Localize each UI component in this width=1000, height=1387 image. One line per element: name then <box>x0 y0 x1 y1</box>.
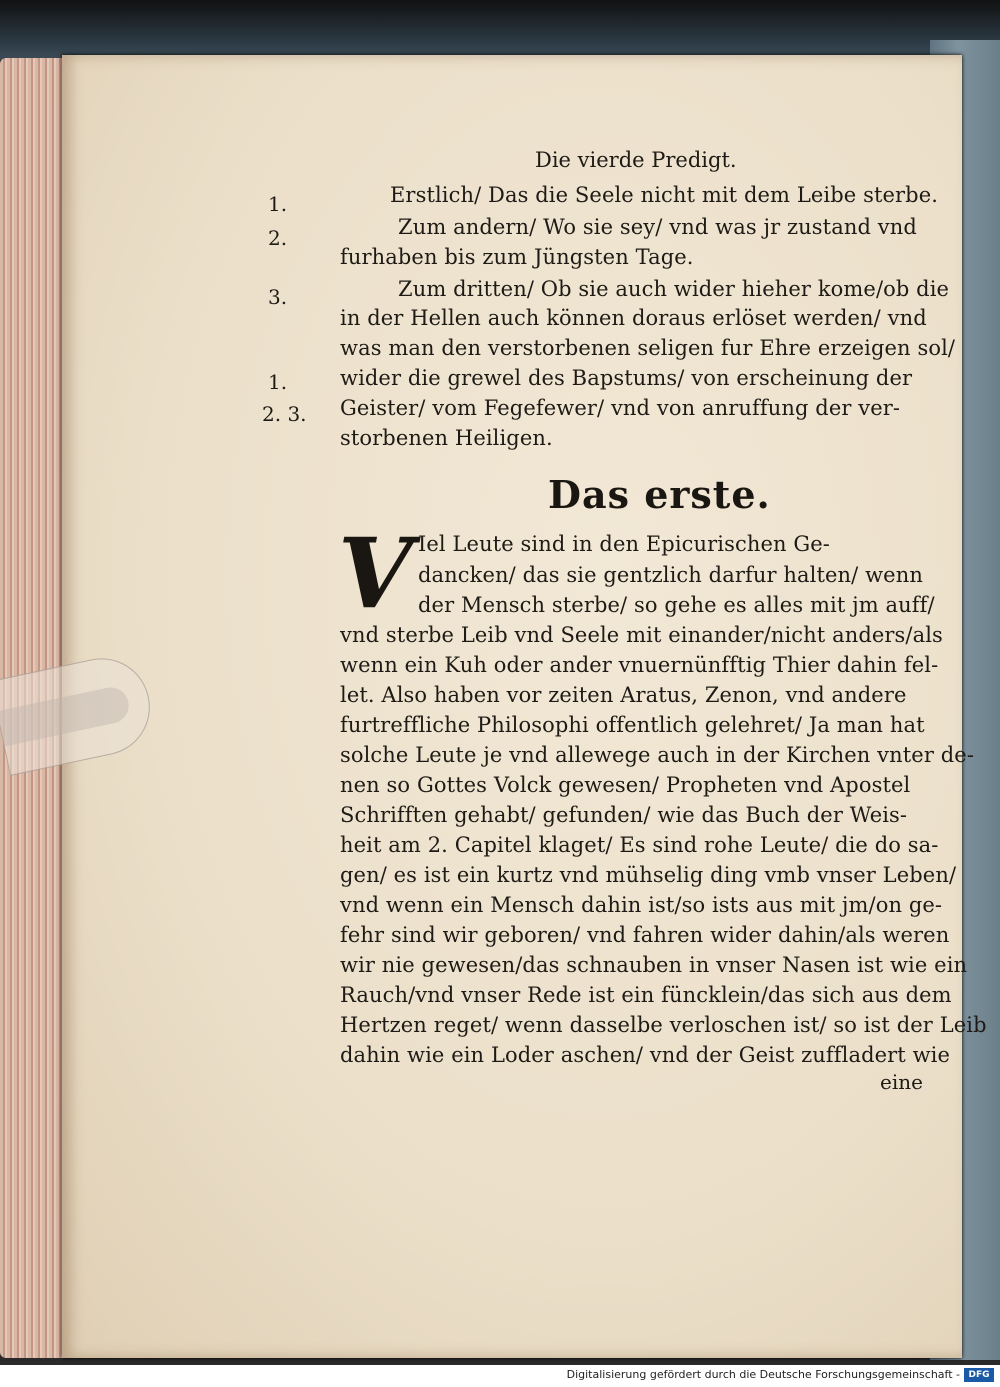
running-head: Die vierde Predigt. <box>535 148 737 172</box>
margin-number: 1. <box>268 370 288 394</box>
body-line: Iel Leute sind in den Epicurischen Ge- <box>418 532 830 556</box>
body-line: der Mensch sterbe/ so gehe es alles mit jm auff/ <box>418 593 935 617</box>
body-line: Rauch/vnd vnser Rede ist ein füncklein/das sich aus dem <box>340 983 952 1007</box>
dfg-logo: DFG <box>964 1368 994 1382</box>
body-line: gen/ es ist ein kurtz vnd mühselig ding vmb vnser Leben/ <box>340 863 957 887</box>
margin-number: 2. 3. <box>262 402 307 426</box>
body-line: let. Also haben vor zeiten Aratus, Zenon, vnd andere <box>340 683 907 707</box>
body-line: heit am 2. Capitel klaget/ Es sind rohe Leute/ die do sa- <box>340 833 939 857</box>
scan-backdrop <box>0 0 1000 60</box>
body-line: fehr sind wir geboren/ vnd fahren wider dahin/als weren <box>340 923 950 947</box>
decorated-initial: V <box>338 517 413 630</box>
intro-line: Erstlich/ Das die Seele nicht mit dem Leibe sterbe. <box>390 183 938 207</box>
body-line: solche Leute je vnd allewege auch in der Kirchen vnter de- <box>340 743 975 767</box>
intro-line: furhaben bis zum Jüngsten Tage. <box>340 245 694 269</box>
body-line: nen so Gottes Volck gewesen/ Propheten vnd Apostel <box>340 773 911 797</box>
catchword: eine <box>880 1070 923 1094</box>
body-line: dancken/ das sie gentzlich darfur halten/ wenn <box>418 563 923 587</box>
body-line: wir nie gewesen/das schnauben in vnser Nasen ist wie ein <box>340 953 968 977</box>
intro-line: wider die grewel des Bapstums/ von erscheinung der <box>340 366 913 390</box>
body-line: vnd sterbe Leib vnd Seele mit einander/nicht anders/als <box>340 623 943 647</box>
margin-number: 3. <box>268 285 288 309</box>
body-line: Schrifften gehabt/ gefunden/ wie das Buch der Weis- <box>340 803 908 827</box>
body-line: Hertzen reget/ wenn dasselbe verloschen ist/ so ist der Leib <box>340 1013 987 1037</box>
intro-line: in der Hellen auch können doraus erlöset werden/ vnd <box>340 306 927 330</box>
section-title: Das erste. <box>548 472 771 517</box>
intro-line: was man den verstorbenen seligen fur Ehre erzeigen sol/ <box>340 336 956 360</box>
body-line: wenn ein Kuh oder ander vnuernünfftig Thier dahin fel- <box>340 653 939 677</box>
intro-line: Geister/ vom Fegefewer/ vnd von anruffung der ver- <box>340 396 901 420</box>
margin-number: 2. <box>268 226 288 250</box>
body-line: dahin wie ein Loder aschen/ vnd der Geist zuffladert wie <box>340 1043 951 1067</box>
body-line: vnd wenn ein Mensch dahin ist/so ists aus mit jm/on ge- <box>340 893 943 917</box>
margin-number: 1. <box>268 192 288 216</box>
body-line: furtreffliche Philosophi offentlich gelehret/ Ja man hat <box>340 713 925 737</box>
funding-notice: Digitalisierung gefördert durch die Deutsche Forschungsgemeinschaft - <box>566 1368 960 1381</box>
intro-line: storbenen Heiligen. <box>340 426 553 450</box>
intro-line: Zum andern/ Wo sie sey/ vnd was jr zustand vnd <box>398 215 917 239</box>
footer-bar <box>0 1365 1000 1387</box>
intro-line: Zum dritten/ Ob sie auch wider hieher kome/ob die <box>398 277 950 301</box>
